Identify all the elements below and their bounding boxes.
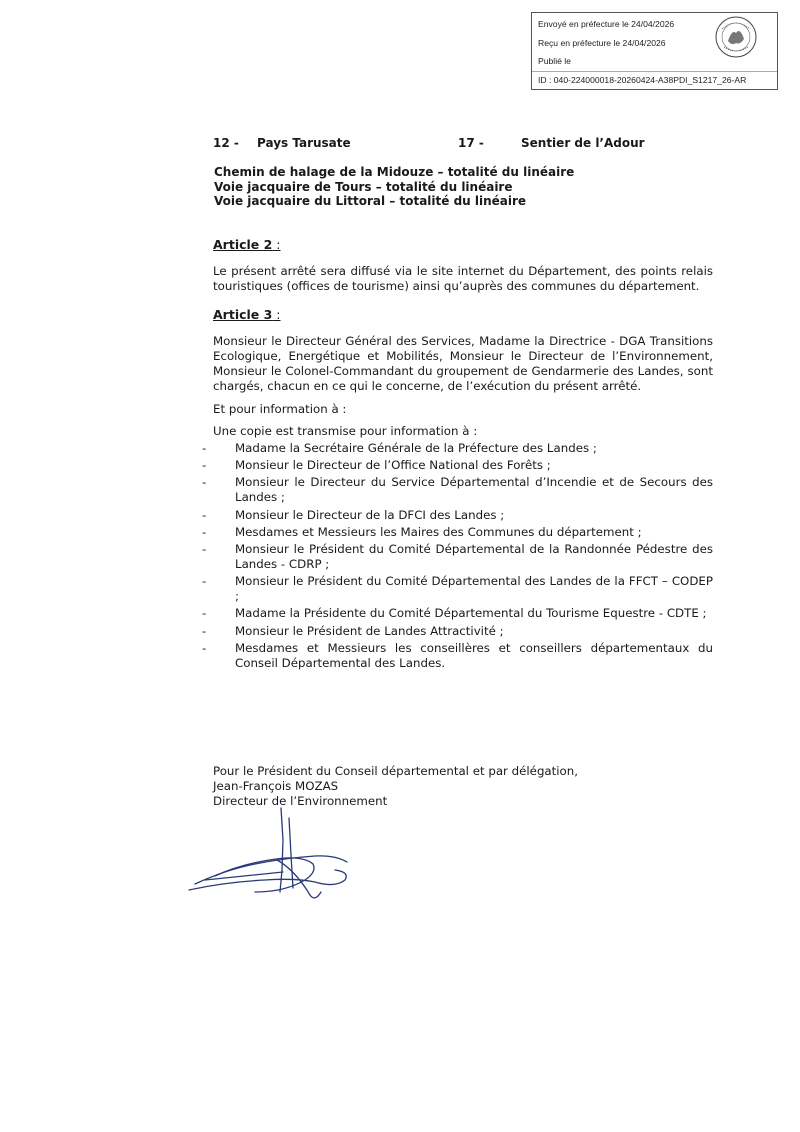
- route-item: Chemin de halage de la Midouze – totalité du linéaire: [214, 165, 575, 179]
- article-2-label: Article 2: [213, 237, 273, 252]
- recipient-text: Madame la Secrétaire Générale de la Préfecture des Landes ;: [235, 441, 597, 455]
- bullet-dash: -: [202, 458, 207, 473]
- stamp-id: ID : 040-224000018-20260424-A38PDI_S1217_26-AR: [532, 71, 777, 89]
- bullet-dash: -: [202, 524, 207, 539]
- bullet-dash: -: [202, 623, 207, 638]
- bullet-dash: -: [202, 606, 207, 621]
- bullet-dash: -: [202, 574, 207, 589]
- recipient-item: [202, 525, 713, 540]
- article-2-colon: :: [272, 237, 281, 252]
- recipient-list: [202, 441, 713, 673]
- recipient-text: Monsieur le Président du Comité Départemental de la Randonnée Pédestre des Landes - CDRP ;: [235, 541, 713, 571]
- recipient-item: [202, 606, 713, 621]
- article-3-text: Monsieur le Directeur Général des Services, Madame la Directrice - DGA Transitions Ecologique, Energétique et Mobilités, Monsieur le Directeur de l’Environnement, Monsieur le Colonel-Commandant du groupement de Gendarmerie des Landes, sont chargés, chacun en ce qui le concerne, de l’exécution du présent arrêté.: [213, 334, 713, 393]
- article-2-title: [213, 237, 281, 252]
- stamp-received: Reçu en préfecture le 24/04/2026: [538, 38, 666, 48]
- bullet-dash: -: [202, 640, 207, 655]
- copy-intro: Une copie est transmise pour information à :: [213, 424, 478, 438]
- bullet-dash: -: [202, 441, 207, 455]
- bullet-dash: -: [202, 507, 207, 522]
- info-intro: Et pour information à :: [213, 402, 347, 416]
- recipient-text: Monsieur le Directeur du Service Départemental d’Incendie et de Secours des Landes ;: [235, 475, 713, 505]
- route-list: [214, 165, 574, 209]
- route-item: Voie jacquaire de Tours – totalité du linéaire: [214, 179, 513, 194]
- recipient-item: [202, 641, 713, 671]
- article-3-colon: :: [272, 307, 281, 322]
- signature-title: Directeur de l’Environnement: [213, 794, 388, 808]
- stamp-sent: Envoyé en préfecture le 24/04/2026: [538, 19, 675, 29]
- stamp-published: Publié le: [538, 56, 571, 66]
- recipient-item: [202, 508, 713, 523]
- recipient-text: Mesdames et Messieurs les Maires des Communes du département ;: [235, 524, 642, 539]
- article-3-title: [213, 307, 281, 322]
- recipient-text: Mesdames et Messieurs les conseillères et conseillers départementaux du Conseil Départemental des Landes.: [235, 640, 713, 670]
- article-3-label: Article 3: [213, 307, 273, 322]
- recipient-text: Monsieur le Directeur de l’Office National des Forêts ;: [235, 458, 551, 473]
- recipient-item: [202, 542, 713, 572]
- heading-pays-tarusate: Pays Tarusate: [257, 136, 351, 150]
- recipient-item: [202, 624, 713, 639]
- handwritten-signature: [185, 800, 365, 910]
- recipient-text: Monsieur le Directeur de la DFCI des Landes ;: [235, 507, 505, 522]
- recipient-text: Madame la Présidente du Comité Départemental du Tourisme Equestre - CDTE ;: [235, 606, 707, 621]
- prefecture-stamp: [531, 12, 778, 90]
- bullet-dash: -: [202, 541, 207, 556]
- recipient-item: [202, 574, 713, 604]
- route-item: Voie jacquaire du Littoral – totalité du linéaire: [214, 194, 527, 208]
- recipient-text: Monsieur le Président de Landes Attractivité ;: [235, 623, 504, 638]
- article-2-text: Le présent arrêté sera diffusé via le site internet du Département, des points relais touristiques (offices de tourisme) ainsi qu’auprès des communes du département.: [213, 264, 713, 293]
- heading-number-12: 12 -: [213, 136, 239, 150]
- bullet-dash: -: [202, 475, 207, 490]
- signature-delegation: Pour le Président du Conseil départemental et par délégation,: [213, 764, 579, 778]
- signature-name: Jean-François MOZAS: [213, 779, 339, 793]
- trail-headings: [213, 136, 713, 152]
- recipient-text: Monsieur le Président du Comité Départemental des Landes de la FFCT – CODEP ;: [235, 574, 713, 604]
- recipient-item: [202, 458, 713, 473]
- prefecture-seal-icon: [714, 15, 758, 59]
- recipient-item: [202, 441, 713, 456]
- heading-number-17: 17 -: [458, 136, 484, 150]
- recipient-item: [202, 475, 713, 505]
- heading-sentier-adour: Sentier de l’Adour: [521, 136, 645, 150]
